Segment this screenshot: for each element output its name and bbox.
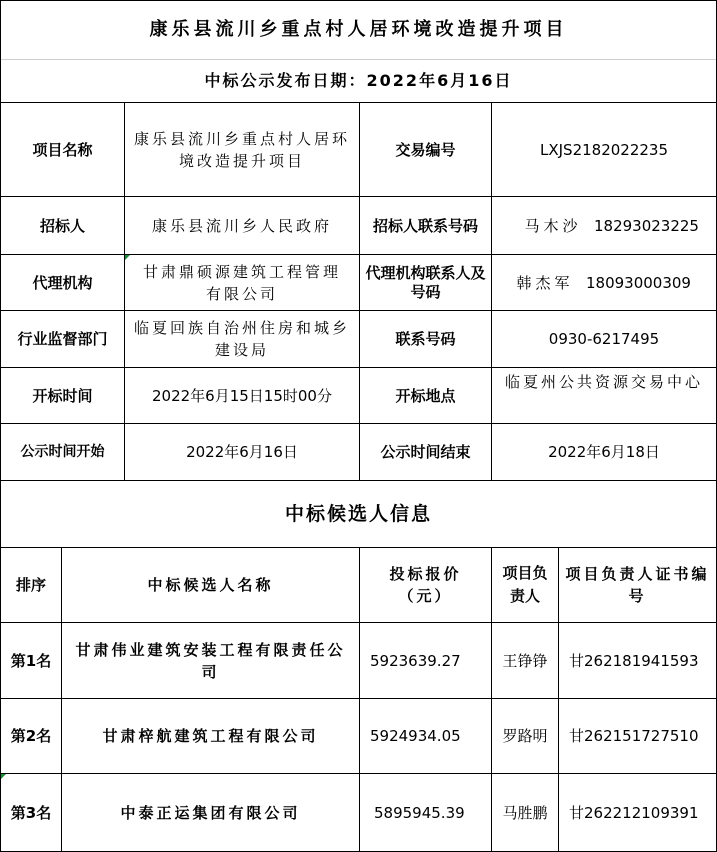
supervisor-value: 临夏回族自治州住房和城乡建设局 [133, 319, 350, 359]
open-place-value: 临夏州公共资源交易中心 [504, 373, 703, 391]
agency-contact-label: 代理机构联系人及号码 [365, 263, 486, 301]
rank-cell: 第1名 [10, 651, 52, 670]
trade-no-label: 交易编号 [395, 140, 456, 159]
tenderer-contact-label: 招标人联系号码 [372, 216, 478, 235]
header-manager: 项目负责人 [502, 564, 548, 605]
project-name-value: 康乐县流川乡重点村人居环境改造提升项目 [133, 129, 350, 170]
phone-label: 联系号码 [395, 330, 456, 348]
tenderer-contact-value [492, 197, 716, 254]
candidate-name-cell: 甘肃梓航建筑工程有限公司 [102, 727, 319, 745]
open-time-value: 2022年6月15日15时00分 [152, 386, 332, 405]
phone-value: 0930-6217495 [548, 330, 660, 348]
trade-no-value: LXJS2182022235 [539, 140, 668, 159]
manager-cell: 罗路明 [502, 727, 548, 745]
contact-phone: 18093000309 [586, 273, 691, 292]
candidates-section-title: 中标候选人信息 [284, 503, 432, 525]
cert-no-cell: 甘262181941593 [569, 651, 699, 670]
tenderer-label: 招标人 [39, 216, 85, 235]
header-cert-no: 项目负责人证书编号 [565, 565, 710, 605]
contact-name: 韩杰军 [516, 273, 574, 292]
cert-no-cell: 甘262151727510 [569, 727, 699, 745]
agency-contact-value [492, 255, 716, 310]
candidate-name-cell: 甘肃伟业建筑安装工程有限责任公司 [75, 640, 346, 681]
project-name-label: 项目名称 [32, 140, 93, 159]
agency-value: 甘肃鼎硕源建筑工程管理有限公司 [142, 262, 341, 303]
manager-cell: 马胜鹏 [502, 803, 548, 822]
open-place-label: 开标地点 [395, 386, 456, 405]
header-rank: 排序 [15, 576, 46, 594]
tenderer-value: 康乐县流川乡人民政府 [151, 216, 332, 235]
rank-cell: 第2名 [10, 727, 52, 745]
contact-phone: 18293023225 [594, 216, 699, 235]
header-bid-price: 投标报价（元） [389, 565, 462, 605]
notice-end-label: 公示时间结束 [380, 443, 471, 461]
publish-date: 中标公示发布日期：2022年6月16日 [204, 71, 513, 90]
open-time-label: 开标时间 [32, 386, 93, 405]
header-candidate-name: 中标候选人名称 [147, 576, 274, 594]
bid-price-cell: 5924934.05 [370, 727, 461, 745]
bid-price-cell: 5923639.27 [370, 651, 461, 670]
bid-price-cell: 5895945.39 [374, 803, 465, 822]
notice-start-value: 2022年6月16日 [186, 443, 298, 461]
agency-label: 代理机构 [32, 273, 93, 292]
notice-start-label: 公示时间开始 [20, 444, 105, 460]
document-title: 康乐县流川乡重点村人居环境改造提升项目 [149, 19, 568, 40]
supervisor-label: 行业监督部门 [17, 330, 108, 348]
cert-no-cell: 甘262212109391 [569, 803, 699, 822]
contact-name: 马木沙 [524, 216, 582, 235]
rank-cell: 第3名 [10, 803, 52, 822]
manager-cell: 王铮铮 [502, 651, 548, 670]
candidate-name-cell: 中泰正运集团有限公司 [120, 803, 301, 822]
notice-end-value: 2022年6月18日 [548, 443, 660, 461]
